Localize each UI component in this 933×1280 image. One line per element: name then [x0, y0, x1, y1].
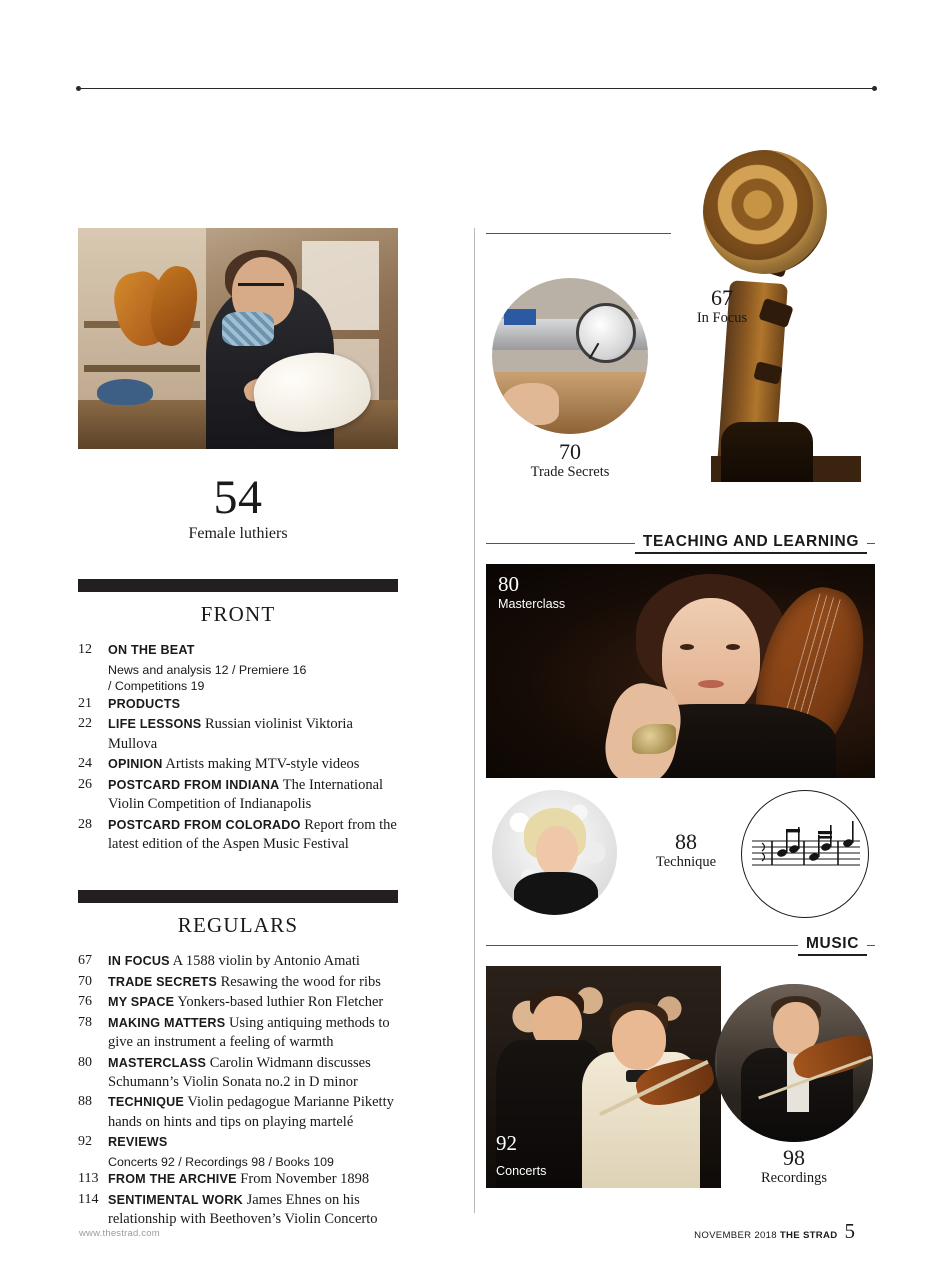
- item-desc: The International Violin Competition of Indianapolis: [108, 776, 384, 813]
- lutherie-block: [486, 244, 875, 514]
- item-desc: Violin pedagogue Marianne Piketty hands on hints and tips on playing martelé: [108, 1094, 394, 1130]
- music-heading-label: MUSIC: [798, 934, 867, 955]
- carolin-widmann-violin-photo[interactable]: [486, 564, 875, 778]
- front-contents-list: [78, 641, 398, 854]
- list-item[interactable]: [78, 1014, 398, 1053]
- footer-issue-date: NOVEMBER 2018: [694, 1230, 777, 1241]
- list-item[interactable]: [78, 1133, 398, 1152]
- item-desc: James Ehnes on his relationship with Beethoven’s Violin Concerto: [108, 1191, 378, 1228]
- item-title: MY SPACE: [108, 995, 175, 1010]
- item-title: OPINION: [108, 757, 163, 772]
- item-subline: News and analysis 12 / Premiere 16: [108, 662, 307, 677]
- female-luthier-workshop-photo: [78, 228, 398, 449]
- item-title: MASTERCLASS: [108, 1055, 207, 1070]
- item-title: REVIEWS: [108, 1135, 168, 1150]
- recordings-caption: Recordings: [760, 1170, 828, 1187]
- list-item[interactable]: [78, 755, 398, 774]
- right-column: [486, 222, 875, 1202]
- list-item-sub: [78, 1154, 398, 1171]
- item-desc: Resawing the wood for ribs: [220, 973, 381, 990]
- list-item[interactable]: [78, 1191, 398, 1230]
- list-item[interactable]: [78, 952, 398, 971]
- item-title: PRODUCTS: [108, 697, 181, 712]
- footer-website-url[interactable]: www.thestrad.com: [79, 1228, 160, 1239]
- music-notation-circle: [741, 790, 869, 918]
- in-focus-caption: In Focus: [696, 310, 748, 327]
- recordings-caption-group[interactable]: [715, 1146, 873, 1187]
- concerts-caption: Concerts: [496, 1164, 547, 1178]
- item-title: TECHNIQUE: [108, 1095, 184, 1110]
- list-item[interactable]: [78, 641, 398, 660]
- item-page-number: 67: [78, 953, 92, 969]
- list-item[interactable]: [78, 816, 398, 855]
- list-item[interactable]: [78, 715, 398, 754]
- item-desc: Report from the latest edition of the Aspen Music Festival: [108, 816, 397, 852]
- list-item[interactable]: [78, 776, 398, 815]
- regulars-section-heading: REGULARS: [177, 913, 299, 938]
- teaching-section-heading: [486, 532, 875, 554]
- item-desc: Carolin Widmann discusses Schumann’s Violin Sonata no.2 in D minor: [108, 1054, 371, 1090]
- item-title: POSTCARD FROM INDIANA: [108, 777, 280, 792]
- technique-caption-group[interactable]: [636, 830, 736, 871]
- recordings-page-number: 98: [783, 1145, 805, 1170]
- item-desc: A 1588 violin by Antonio Amati: [172, 953, 360, 970]
- item-title: ON THE BEAT: [108, 643, 195, 658]
- item-page-number: 21: [78, 696, 92, 712]
- technique-page-number: 88: [675, 829, 697, 854]
- regulars-section-bar: [78, 890, 398, 903]
- trade-secrets-page-number: 70: [559, 439, 581, 464]
- item-page-number: 80: [78, 1054, 92, 1070]
- technique-block: [486, 790, 875, 918]
- item-desc: From November 1898: [240, 1171, 370, 1188]
- item-title: MAKING MATTERS: [108, 1015, 226, 1030]
- teaching-heading-label: TEACHING AND LEARNING: [635, 532, 867, 553]
- technique-caption: Technique: [655, 854, 717, 871]
- item-page-number: 70: [78, 973, 92, 989]
- item-page-number: 12: [78, 642, 92, 658]
- item-page-number: 78: [78, 1014, 92, 1030]
- item-subline: Concerts 92 / Recordings 98 / Books 109: [108, 1154, 334, 1169]
- caliper-measuring-wood-photo: [492, 278, 648, 434]
- masterclass-page-number: 80: [498, 572, 519, 596]
- concert-soloist-orchestra-photo[interactable]: [486, 966, 721, 1188]
- item-desc: Artists making MTV-style videos: [165, 756, 360, 773]
- item-subline: / Competitions 19: [108, 679, 205, 694]
- list-item[interactable]: [78, 1093, 398, 1132]
- item-page-number: 76: [78, 994, 92, 1010]
- front-section-bar: [78, 579, 398, 592]
- list-item[interactable]: [78, 973, 398, 992]
- in-focus-caption-group[interactable]: [682, 286, 762, 327]
- in-focus-page-number: 67: [711, 285, 733, 310]
- feature-page-number: 54: [213, 471, 263, 524]
- item-page-number: 26: [78, 776, 92, 792]
- list-item-sub: [78, 678, 398, 695]
- list-item-sub: [78, 662, 398, 679]
- item-title: IN FOCUS: [108, 954, 170, 969]
- music-block: [486, 966, 875, 1202]
- feature-caption: Female luthiers: [188, 525, 288, 543]
- item-page-number: 24: [78, 756, 92, 772]
- music-section-heading: [486, 934, 875, 956]
- footer-brand: THE STRAD: [779, 1230, 838, 1241]
- footer-issue-block: [694, 1219, 855, 1243]
- marianne-piketty-portrait-photo: [492, 790, 617, 915]
- list-item[interactable]: [78, 1054, 398, 1093]
- item-page-number: 22: [78, 716, 92, 732]
- item-page-number: 88: [78, 1094, 92, 1110]
- trade-secrets-caption-group[interactable]: [492, 440, 648, 481]
- item-page-number: 28: [78, 816, 92, 832]
- top-decorative-rule: [78, 88, 875, 89]
- page-number: 5: [844, 1219, 855, 1243]
- trade-secrets-caption: Trade Secrets: [530, 464, 610, 481]
- item-page-number: 92: [78, 1134, 92, 1150]
- item-desc: Yonkers-based luthier Ron Fletcher: [177, 994, 384, 1011]
- item-desc: Russian violinist Viktoria Mullova: [108, 716, 353, 752]
- item-desc: Using antiquing methods to give an instrument a feeling of warmth: [108, 1014, 390, 1051]
- list-item[interactable]: [78, 695, 398, 714]
- left-column: [78, 228, 398, 1231]
- item-title: POSTCARD FROM COLORADO: [108, 817, 301, 832]
- item-title: SENTIMENTAL WORK: [108, 1192, 243, 1207]
- item-title: LIFE LESSONS: [108, 717, 202, 732]
- violinist-recording-photo[interactable]: [715, 984, 873, 1142]
- item-title: FROM THE ARCHIVE: [108, 1172, 237, 1187]
- column-divider: [474, 228, 475, 1213]
- concerts-page-number: 92: [496, 1131, 517, 1155]
- item-title: TRADE SECRETS: [108, 974, 217, 989]
- regulars-contents-list: [78, 952, 398, 1229]
- list-item[interactable]: [78, 993, 398, 1012]
- front-section-heading: FRONT: [200, 602, 276, 627]
- item-page-number: 114: [78, 1191, 99, 1207]
- item-page-number: 113: [78, 1171, 99, 1187]
- list-item[interactable]: [78, 1170, 398, 1189]
- masterclass-caption: Masterclass: [498, 597, 566, 611]
